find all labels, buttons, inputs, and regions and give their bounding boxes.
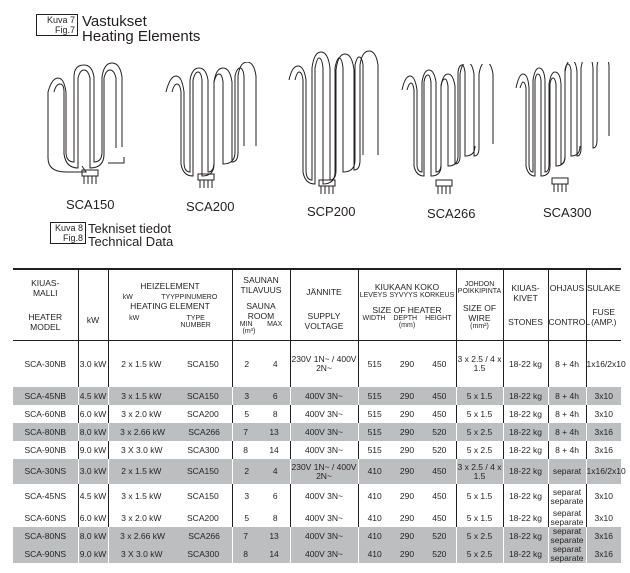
element-type-cell: SCA300 [187,548,220,559]
height-cell: 450 [432,466,447,476]
kw-cell: 4.5 kW [78,484,108,509]
stones-cell: 18-22 kg [503,423,548,441]
element-kw-cell: 3 X 3.0 kW [120,444,163,455]
voltage-cell: 400V 3N~ [290,527,358,545]
size-cell [358,527,456,545]
size-cell [358,387,456,405]
room-max-cell: 14 [269,548,279,559]
kw-cell: 6.0 kW [78,405,108,423]
fig7-label-box [36,14,78,36]
wire-cell: 5 x 1.5 [456,484,503,509]
control-cell: separat separate [548,545,586,563]
element-type-cell: SCA266 [188,426,220,437]
room-max-cell: 14 [269,444,279,455]
model-cell: SCA-30NS [13,459,78,484]
fig8-title-fi: Tekniset tiedot [88,221,172,236]
element-type-cell: SCA266 [188,530,220,541]
kw-cell: 8.0 kW [78,423,108,441]
control-cell: 8 + 4h [548,405,586,423]
header-kw: kW [78,269,108,341]
element-kw-cell: 2 x 1.5 kW [121,358,162,369]
element-sca200 [160,62,270,192]
element-sca150 [40,62,150,192]
element-type-cell: SCA300 [187,444,220,455]
stones-cell: 18-22 kg [503,405,548,423]
element-label-sca150: SCA150 [66,197,115,212]
size-cell [358,509,456,527]
size-cell [358,441,456,459]
room-max-cell: 13 [269,426,279,437]
stones-cell: 18-22 kg [503,545,548,563]
element-cell [108,459,232,484]
fuse-cell: 1x16/2x10 [586,358,626,369]
element-sca266 [398,64,498,199]
voltage-cell: 400V 3N~ [290,423,358,441]
wire-cell: 5 x 1.5 [456,509,503,527]
height-cell: 450 [432,390,447,401]
room-max-cell: 4 [272,358,278,369]
element-kw-cell: 2 x 1.5 kW [121,466,162,476]
room-min-cell: 7 [243,426,248,437]
model-cell: SCA-30NB [13,341,78,388]
element-cell [108,441,232,459]
wire-cell: 5 x 1.5 [456,387,503,405]
width-cell: 515 [367,426,382,437]
width-cell: 515 [367,444,382,455]
stones-cell: 18-22 kg [503,459,548,484]
room-min-cell: 3 [244,491,250,501]
room-min-cell: 2 [244,466,250,476]
element-type-cell: SCA200 [187,408,219,419]
room-min-cell: 8 [243,548,248,559]
room-cell [232,459,290,484]
height-cell: 520 [432,444,447,455]
width-cell: 515 [367,390,382,401]
fig8-label-box [50,222,86,244]
model-cell: SCA-45NB [13,387,78,405]
element-label-sca200: SCA200 [186,199,235,214]
width-cell: 410 [367,548,382,559]
fig7-label-en: Fig.7 [54,25,75,35]
table-row [13,459,621,484]
room-cell [232,484,290,509]
element-kw-cell: 3 x 2.0 kW [121,512,162,523]
element-type-cell: SCA150 [187,491,219,501]
model-cell: SCA-80NB [13,423,78,441]
width-cell: 410 [367,491,382,501]
element-cell [108,484,232,509]
wire-cell: 5 x 2.5 [456,423,503,441]
element-kw-cell: 3 x 2.0 kW [121,408,162,419]
fig7-title-fi: Vastukset [82,13,147,30]
fuse-cell: 3x10 [594,512,613,523]
element-cell [108,341,232,388]
fig7-label-fi: Kuva 7 [46,15,75,25]
fig8-label-en: Fig.8 [62,233,83,243]
stones-cell: 18-22 kg [503,509,548,527]
element-kw-cell: 3 x 1.5 kW [121,491,162,501]
depth-cell: 290 [399,512,415,523]
height-cell: 520 [432,426,447,437]
control-cell: 8 + 4h [548,387,586,405]
element-type-cell: SCA150 [187,466,219,476]
table-header-row [13,269,621,341]
kw-cell: 6.0 kW [78,509,108,527]
fuse-cell: 3x16 [594,444,613,455]
room-max-cell: 13 [269,530,279,541]
element-type-cell: SCA200 [187,512,219,523]
room-min-cell: 2 [244,358,250,369]
control-cell: separat [548,459,586,484]
stones-cell: 18-22 kg [503,441,548,459]
element-kw-cell: 3 x 2.66 kW [120,530,165,541]
stones-cell: 18-22 kg [503,341,548,388]
fig7-title-en: Heating Elements [82,28,201,45]
depth-cell: 290 [399,390,415,401]
fuse-cell: 3x10 [594,408,613,419]
height-cell: 450 [432,358,447,369]
element-kw-cell: 3 X 3.0 kW [120,548,163,559]
element-type-cell: SCA150 [187,358,219,369]
model-cell: SCA-60NS [13,509,78,527]
room-cell [232,341,290,388]
fig8-label-fi: Kuva 8 [54,223,83,233]
element-cell [108,423,232,441]
heating-element-3-loop-icon [40,62,150,192]
element-cell [108,545,232,563]
element-kw-cell: 3 x 2.66 kW [120,426,165,437]
table-row [13,527,621,545]
depth-cell: 290 [399,444,415,455]
depth-cell: 290 [399,358,415,369]
width-cell: 410 [367,512,382,523]
element-cell [108,509,232,527]
control-cell: separat separate [548,509,586,527]
kw-cell: 3.0 kW [78,341,108,388]
element-scp200 [283,40,383,200]
size-cell [358,423,456,441]
room-min-cell: 8 [243,444,248,455]
room-cell [232,405,290,423]
header-model: KIUAS- MALLI HEATER MODEL [13,269,78,341]
room-max-cell: 8 [272,512,278,523]
model-cell: SCA-60NB [13,405,78,423]
table-row [13,405,621,423]
element-type-cell: SCA150 [187,390,219,401]
control-cell: separat separate [548,527,586,545]
fuse-cell: 1x16/2x10 [586,459,621,484]
size-cell [358,341,456,388]
control-cell: separat separate [548,484,586,509]
wire-cell: 3 x 2.5 / 4 x 1.5 [456,341,503,388]
width-cell: 410 [367,466,382,476]
voltage-cell: 400V 3N~ [290,441,358,459]
size-cell [358,484,456,509]
element-cell [108,387,232,405]
element-cell [108,405,232,423]
room-cell [232,387,290,405]
voltage-cell: 400V 3N~ [290,387,358,405]
header-size: KIUKAAN KOKO LEVEYS SYVYYS KORKEUS SIZE OF HEATER WIDTH DEPTH HEIGHT (mm) [358,269,456,341]
stones-cell: 18-22 kg [503,484,548,509]
height-cell: 520 [432,548,447,559]
table-row [13,509,621,527]
voltage-cell: 230V 1N~ / 400V 2N~ [290,341,358,388]
control-cell: 8 + 4h [548,441,586,459]
wire-cell: 5 x 1.5 [456,405,503,423]
wire-cell: 3 x 2.5 / 4 x 1.5 [456,459,503,484]
element-label-scp200: SCP200 [307,204,356,219]
table-row [13,545,621,563]
table-body [13,341,626,564]
table-row [13,423,621,441]
fuse-cell: 3x10 [594,491,613,501]
width-cell: 515 [367,408,382,419]
control-cell: 8 + 4h [548,423,586,441]
heating-element-6-loop-icon [512,62,617,197]
voltage-cell: 400V 3N~ [290,484,358,509]
voltage-cell: 230V 1N~ / 400V 2N~ [290,459,358,484]
technical-data-table [13,268,626,563]
width-cell: 410 [367,530,382,541]
height-cell: 520 [432,530,447,541]
header-stones: KIUAS- KIVET STONES [503,269,548,341]
wire-cell: 5 x 2.5 [456,545,503,563]
element-label-sca266: SCA266 [427,206,476,221]
kw-cell: 9.0 kW [78,441,108,459]
fuse-cell: 3x10 [586,387,621,405]
fuse-cell: 3x16 [586,423,621,441]
stones-cell: 18-22 kg [503,387,548,405]
voltage-cell: 400V 3N~ [290,545,358,563]
kw-cell: 9.0 kW [78,545,108,563]
room-max-cell: 6 [272,491,278,501]
room-min-cell: 7 [243,530,248,541]
element-label-sca300: SCA300 [543,205,592,220]
size-cell [358,459,456,484]
room-cell [232,423,290,441]
fig8-title [88,222,173,248]
element-kw-cell: 3 x 1.5 kW [121,390,162,401]
voltage-cell: 400V 3N~ [290,405,358,423]
room-cell [232,441,290,459]
table-row [13,484,621,509]
heating-element-5-loop-icon [398,64,498,199]
heating-element-4-loop-icon [160,62,270,192]
kw-cell: 4.5 kW [78,387,108,405]
wire-cell: 5 x 2.5 [456,441,503,459]
fuse-cell: 3x16 [586,545,621,563]
fig7-title [82,14,200,44]
element-sca300 [512,62,617,197]
model-cell: SCA-80NS [13,527,78,545]
depth-cell: 290 [399,466,415,476]
heating-element-tall-icon [283,40,383,200]
stones-cell: 18-22 kg [503,527,548,545]
size-cell [358,405,456,423]
model-cell: SCA-90NS [13,545,78,563]
fig8-title-en: Technical Data [88,234,174,249]
height-cell: 450 [432,512,447,523]
header-wire: JOHDON POIKKIPINTA SIZE OF WIRE (mm²) [456,269,503,341]
room-max-cell: 6 [272,390,278,401]
room-min-cell: 3 [244,390,250,401]
header-voltage: JÄNNITE SUPPLY VOLTAGE [290,269,358,341]
header-control: OHJAUS CONTROL [548,269,586,341]
width-cell: 515 [367,358,382,369]
room-cell [232,545,290,563]
table-row [13,441,621,459]
table-row [13,387,621,405]
depth-cell: 290 [399,491,415,501]
table-row [13,341,621,388]
voltage-cell: 400V 3N~ [290,509,358,527]
room-cell [232,527,290,545]
header-room: SAUNAN TILAVUUS SAUNA ROOM MIN MAX (m³) [232,269,290,341]
fuse-cell: 3x16 [586,527,621,545]
kw-cell: 8.0 kW [78,527,108,545]
model-cell: SCA-90NB [13,441,78,459]
room-max-cell: 4 [272,466,278,476]
header-fuse: SULAKE FUSE (AMP.) [586,283,621,327]
height-cell: 450 [432,408,447,419]
size-cell [358,545,456,563]
depth-cell: 290 [399,548,415,559]
room-min-cell: 5 [244,512,250,523]
kw-cell: 3.0 kW [78,459,108,484]
wire-cell: 5 x 2.5 [456,527,503,545]
height-cell: 450 [432,491,447,501]
control-cell: 8 + 4h [548,341,586,388]
room-cell [232,509,290,527]
model-cell: SCA-45NS [13,484,78,509]
room-max-cell: 8 [272,408,278,419]
header-element: HEIZELEMENT kW TYYPPINUMERO HEATING ELEMENT kW TYPE NUMBER [108,269,232,341]
room-min-cell: 5 [244,408,250,419]
depth-cell: 290 [399,530,415,541]
depth-cell: 290 [399,408,415,419]
element-cell [108,527,232,545]
depth-cell: 290 [399,426,415,437]
